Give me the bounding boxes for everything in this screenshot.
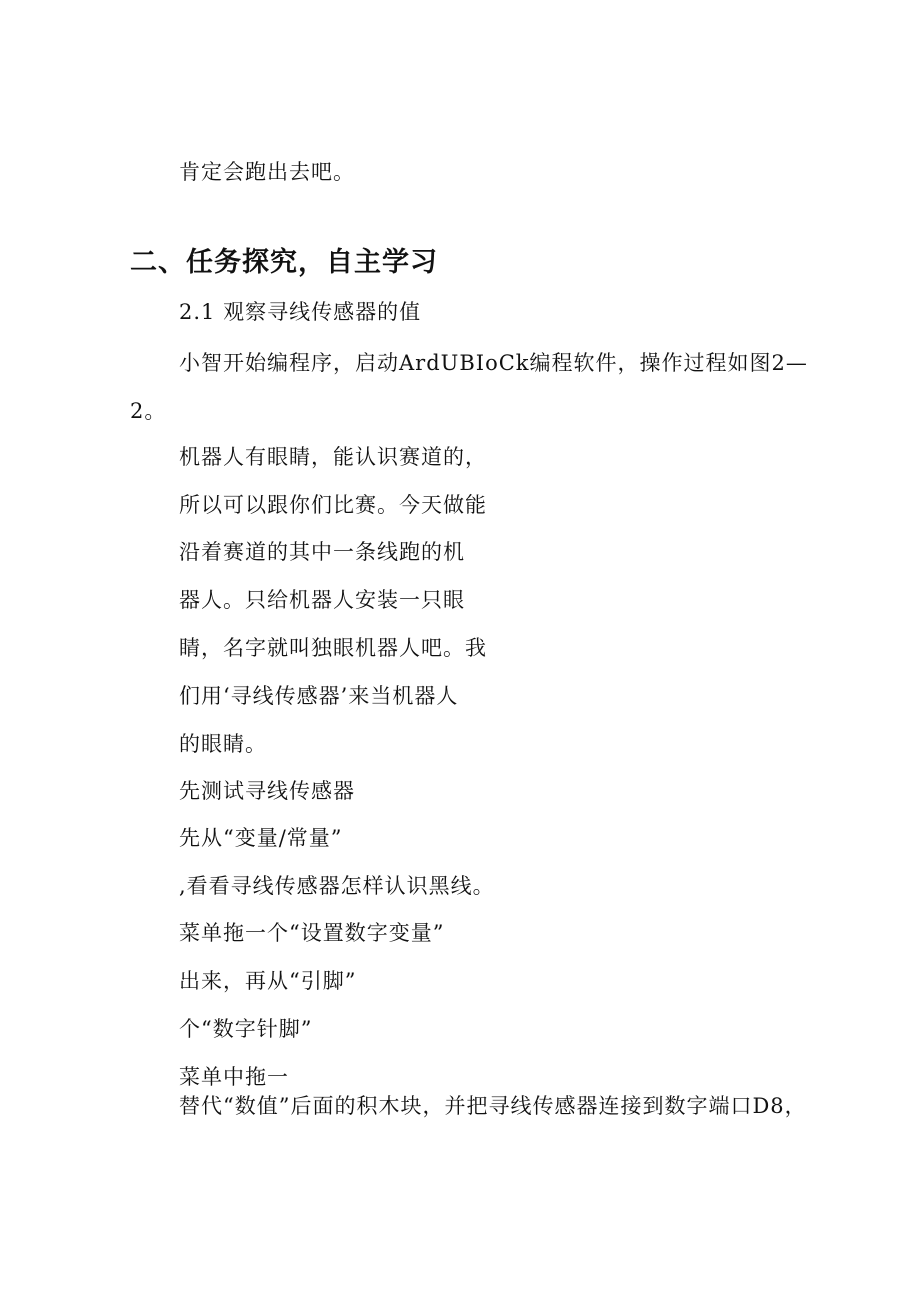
intro-tail-text: 肯定会跑出去吧。 (179, 160, 355, 184)
instruction-line: 菜单中拖一 (179, 1065, 289, 1089)
callout-line: 们用‘寻线传感器’来当机器人 (179, 684, 459, 708)
instruction-line: ,看看寻线传感器怎样认识黑线。 (179, 874, 495, 898)
instruction-line: 替代“数值”后面的积木块，并把寻线传感器连接到数字端口D8， (179, 1094, 807, 1118)
callout-line: 器人。只给机器人安装一只眼 (179, 588, 465, 612)
instruction-line: 先从“变量/常量” (179, 826, 343, 850)
section-heading: 二、任务探究，自主学习 (130, 247, 438, 278)
callout-line: 睛，名字就叫独眼机器人吧。我 (179, 636, 487, 660)
callout-line: 沿着赛道的其中一条线跑的机 (179, 540, 465, 564)
paragraph-line-2: 2。 (130, 399, 167, 423)
callout-line: 的眼睛。 (179, 732, 267, 756)
instruction-line: 出来，再从“引脚” (179, 969, 357, 993)
callout-line: 机器人有眼睛，能认识赛道的， (179, 445, 487, 469)
instruction-line: 个“数字针脚” (179, 1017, 313, 1041)
subsection-title: 2.1 观察寻线传感器的值 (179, 300, 422, 324)
instruction-line: 菜单拖一个“设置数字变量” (179, 921, 445, 945)
callout-line: 所以可以跟你们比赛。今天做能 (179, 493, 487, 517)
paragraph-line-1: 小智开始编程序，启动ArdUBIoCk编程软件，操作过程如图2— (179, 351, 808, 375)
instruction-line: 先测试寻线传感器 (179, 779, 355, 803)
